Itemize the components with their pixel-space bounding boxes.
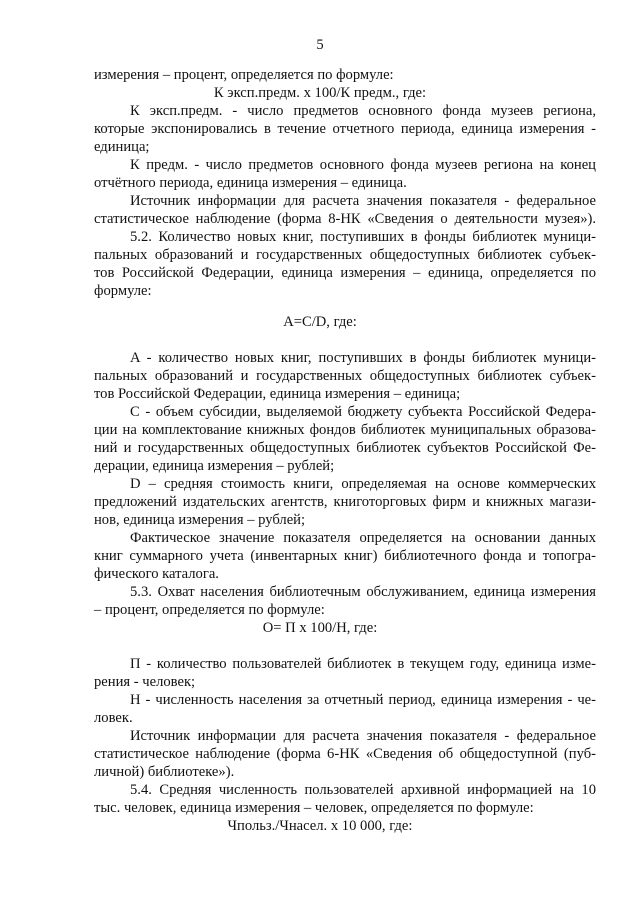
document-page: 5 измерения – процент, определяется по формуле: К эксп.предм. х 100/К предм., где: К эксп.предм. - число предметов основного фонда музеев региона, которые экспонировались в течение отчетного периода, единица измерения - единица; К предм. - число предметов основного фонда музеев региона на конец отчётного периода, единица измерения – единица. Источник информации для расчета значения показателя - федеральное статистическое наблюдение (форма 8-НК «Сведения о деятельности музея»). 5.2. Количество новых книг, поступивших в фонды библиотек муници- пальных образований и государственных общедоступных библиотек субъек- тов Российской Федерации, единица измерения – единица, определяется по формуле: A=C/D, где: A - количество новых книг, поступивших в фонды библиотек муници- пальных образований и государственных общедоступных библиотек субъек- тов Российской Федерации, единица измерения – единица; C - объем субсидии, выделяемой бюджету субъекта Российской Федера- ции на комплектование книжных фондов библиотек муниципальных образова- ний и государственных общедоступных библиотек субъектов Российской Фе- дерации, единица измерения – рублей; D – средняя стоимость книги, определяемая на основе коммерческих предложений издательских агентств, книготорговых фирм и книжных магази- нов, единица измерения – рублей; Фактическое значение показателя определяется на основании данных книг суммарного учета (инвентарных книг) библиотечного фонда и топогра- фического каталога. 5.3. Охват населения библиотечным обслуживанием, единица измерения – процент, определяется по формуле: О= П х 100/Н, где: П - количество пользователей библиотек в текущем году, единица изме- рения - человек; Н - численность населения за отчетный период, единица измерения - че- ловек. Источник информации для расчета значения показателя - федеральное статистическое наблюдение (форма 6-НК «Сведения об общедоступной (пуб- личной) библиотеке»). 5.4. Средняя численность пользователей архивной информацией на 10 тыс. человек, единица измерения – человек, определяется по формуле: Чпольз./Чнасел. х 10 000, где: [94,37,596,834]
